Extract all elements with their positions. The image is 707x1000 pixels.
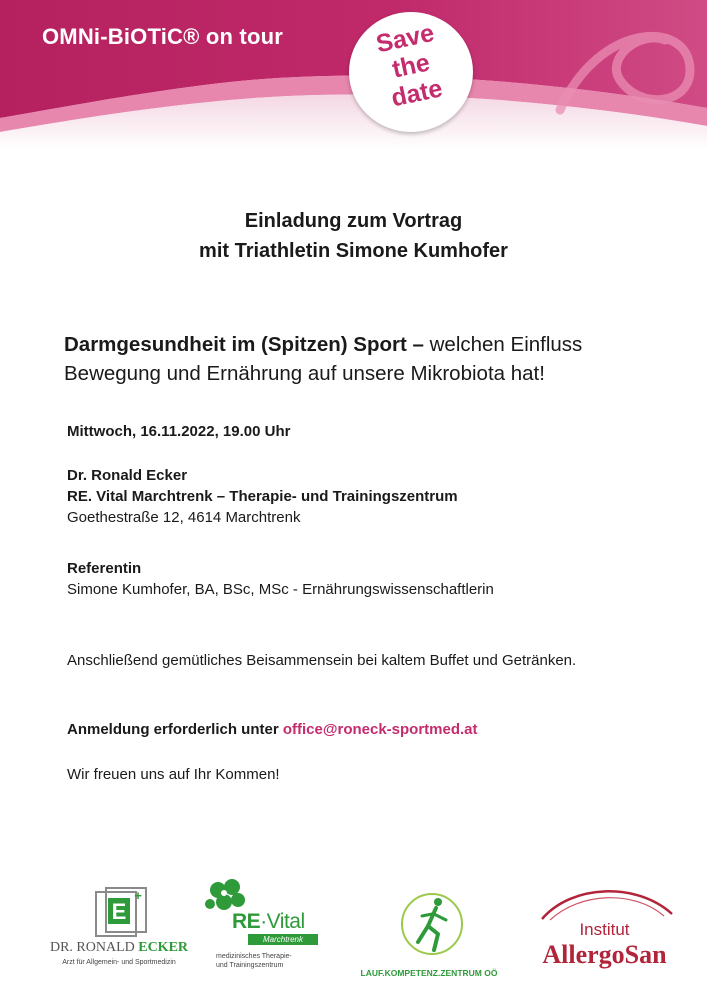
- logo-re-vital: [200, 878, 330, 988]
- ecker-name-plain: DR. RONALD: [49, 940, 139, 955]
- closing-line: Wir freuen uns auf Ihr Kommen!: [67, 766, 280, 783]
- ecker-name-accent: ECKER: [138, 940, 189, 955]
- topic-line-2: Bewegung und Ernährung auf unsere Mikrobiota hat!: [64, 362, 545, 385]
- event-date: Mittwoch, 16.11.2022, 19.00 Uhr: [67, 423, 291, 440]
- speaker-label: Referentin: [67, 560, 142, 577]
- topic-rest: welchen Einfluss: [423, 333, 583, 356]
- revital-word-bold: RE: [232, 910, 261, 933]
- save-the-date-stamp: [349, 12, 473, 132]
- revital-sub-1: medizinisches Therapie-: [216, 953, 292, 960]
- registration-email-link[interactable]: office@roneck-sportmed.at: [282, 721, 478, 738]
- allergosan-name: AllergoSan: [542, 940, 667, 969]
- speaker-name: Simone Kumhofer, BA, BSc, MSc - Ernährungswissenschaftlerin: [67, 581, 494, 598]
- talk-topic: [64, 330, 664, 388]
- stamp-line-1: Save: [373, 18, 437, 59]
- invitation-line-1: Einladung zum Vortrag: [244, 210, 463, 232]
- logo-lauf-kompetenzzentrum: [354, 876, 504, 986]
- venue-address: Goethestraße 12, 4614 Marchtrenk: [67, 509, 301, 526]
- brand-title: OMNi-BiOTiC® on tour: [42, 24, 283, 49]
- revital-word-thin: ·Vital: [260, 910, 305, 933]
- revital-sub-2: und Trainingszentrum: [216, 962, 284, 969]
- host-name: Dr. Ronald Ecker: [67, 467, 188, 484]
- logo-dr-ecker: [34, 884, 204, 984]
- header-banner: [0, 0, 707, 150]
- allergosan-institut: Institut: [579, 920, 630, 939]
- ecker-subtitle: Arzt für Allgemein- und Sportmedizin: [62, 959, 176, 966]
- invitation-line-2: mit Triathletin Simone Kumhofer: [199, 240, 508, 262]
- ecker-name: [34, 940, 204, 956]
- registration-label: Anmeldung erforderlich unter: [67, 721, 283, 738]
- svg-text:+: +: [134, 888, 142, 903]
- revital-place: Marchtrenk: [248, 934, 318, 945]
- logo-institut-allergosan: [522, 874, 687, 984]
- extra-info: Anschließend gemütliches Beisammensein bei kaltem Buffet und Getränken.: [67, 652, 577, 669]
- invitation-title: [0, 206, 707, 266]
- speaker-block: [67, 558, 642, 600]
- venue-block: [67, 465, 642, 528]
- ecker-e-plus-icon: [34, 884, 204, 940]
- sponsor-logos: [0, 870, 707, 1000]
- arc-swoosh-icon: [522, 874, 687, 924]
- svg-text:E: E: [111, 899, 127, 924]
- revital-subtitle: [216, 952, 292, 970]
- stamp-line-3: date: [388, 74, 445, 113]
- registration-line: [67, 719, 642, 740]
- event-date-block: [67, 421, 642, 442]
- runner-icon: [354, 876, 504, 966]
- topic-bold: Darmgesundheit im (Spitzen) Sport –: [64, 333, 424, 356]
- venue-name: RE. Vital Marchtrenk – Therapie- und Trainingszentrum: [67, 488, 458, 505]
- revital-wordmark: [232, 910, 305, 934]
- stamp-line-2: the: [389, 48, 433, 84]
- lauf-text: LAUF.KOMPETENZ.ZENTRUM OÖ: [360, 968, 498, 978]
